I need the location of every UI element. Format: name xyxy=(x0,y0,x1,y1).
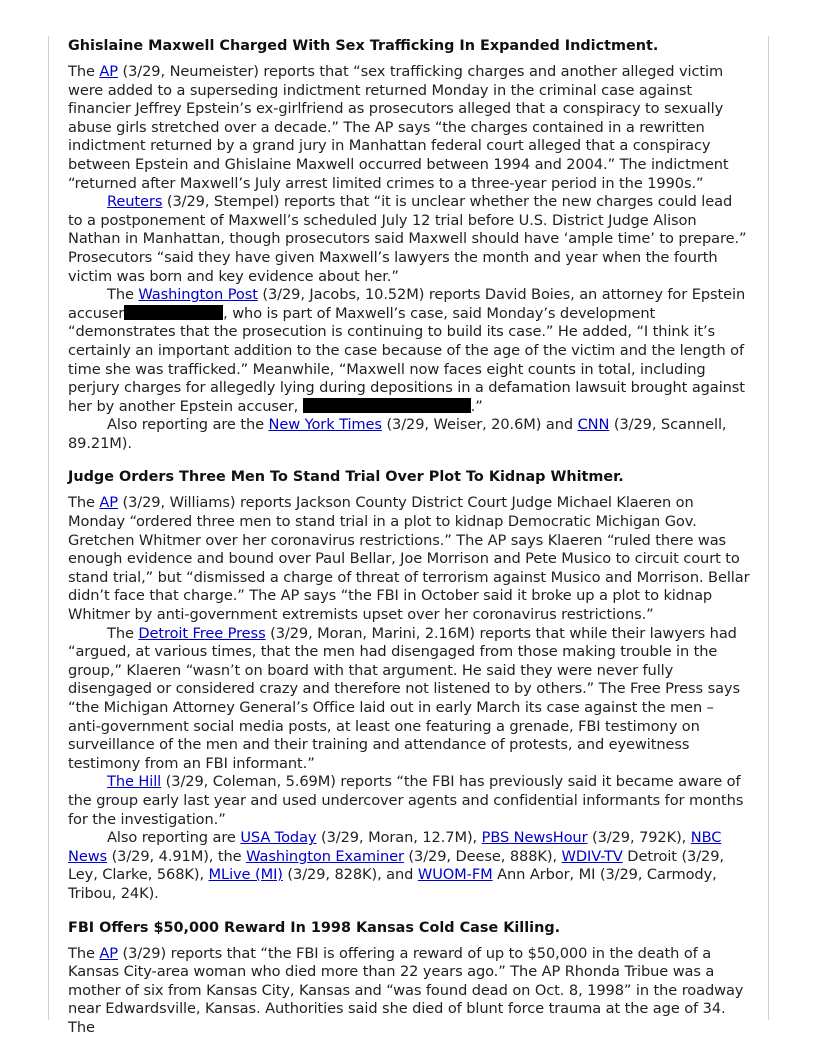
article-paragraph: Reuters (3/29, Stempel) reports that “it is unclear whether the new charges could lead to a postponement of Maxwell’s scheduled July 12 trial before U.S. District Judge Alison Nathan in Manhattan, though prosecutors said Maxwell should have ‘ample time’ to prepare.” Prosecutors “said they have given Maxwell’s lawyers the month and year when the fourth victim was born and key evidence about her.” xyxy=(68,193,747,285)
source-link-the-hill[interactable]: The Hill xyxy=(107,773,162,791)
source-link-new-york-times[interactable]: New York Times xyxy=(268,416,382,434)
redaction-bar xyxy=(124,305,223,320)
source-link-washington-examiner[interactable]: Washington Examiner xyxy=(246,847,404,865)
article-paragraph: The Washington Post (3/29, Jacobs, 10.52M) reports David Boies, an attorney for Epstein accuser , who is part of Maxwell’s case, said Monday’s development “demonstrates that the prosecution is continuing to build its case.” He added, “I think it’s certainly an important addition to the case because of the age of the victim and the length of time she was trafficked.” Meanwhile, “Maxwell now faces eight counts in total, including perjury charges for allegedly lying during depositions in a defamation lawsuit brought against her by another Epstein accuser, .” xyxy=(68,286,746,415)
article-headline: Ghislaine Maxwell Charged With Sex Trafficking In Expanded Indictment. xyxy=(68,38,659,54)
source-link-pbs-newshour[interactable]: PBS NewsHour xyxy=(481,829,588,847)
right-margin-rule xyxy=(768,36,769,1020)
source-link-wdiv-tv[interactable]: WDIV-TV xyxy=(561,847,623,865)
article-whitmer xyxy=(68,468,750,903)
source-link-cnn[interactable]: CNN xyxy=(577,416,610,434)
article-paragraph: The AP (3/29) reports that “the FBI is offering a reward of up to $50,000 in the death of a Kansas City-area woman who died more than 22 years ago.” The AP Rhonda Tribue was a mother of six from Kansas City, Kansas and “was found dead on Oct. 8, 1998” in the roadway near Edwardsville, Kansas. Authorities said she died of blunt force trauma at the age of 34. The xyxy=(68,944,744,1036)
article-headline: Judge Orders Three Men To Stand Trial Over Plot To Kidnap Whitmer. xyxy=(68,469,624,486)
source-link-mlive[interactable]: MLive (MI) xyxy=(208,866,283,884)
article-headline: FBI Offers $50,000 Reward In 1998 Kansas Cold Case Killing. xyxy=(68,919,561,936)
source-link-ap[interactable]: AP xyxy=(99,494,118,512)
source-link-nbc-news[interactable]: NBC News xyxy=(68,829,722,865)
article-maxwell xyxy=(68,37,750,453)
source-link-usa-today[interactable]: USA Today xyxy=(240,829,317,847)
redaction-bar xyxy=(303,398,471,413)
left-margin-rule xyxy=(48,36,49,1020)
article-paragraph: Also reporting are the New York Times (3/29, Weiser, 20.6M) and CNN (3/29, Scannell, 89.21M). xyxy=(68,416,727,452)
article-paragraph: The AP (3/29, Williams) reports Jackson County District Court Judge Michael Klaeren on Monday “ordered three men to stand trial in a plot to kidnap Democratic Michigan Gov. Gretchen Whitmer over her coronavirus restrictions.” The AP says Klaeren “ruled there was enough evidence and bound over Paul Bellar, Joe Morrison and Pete Musico to circuit court to stand trial,” but “dismissed a charge of threat of terrorism against Musico and Morrison. Bellar didn’t face that charge.” The AP says “the FBI in October said it broke up a plot to kidnap Whitmer by anti-government extremists upset over her coronavirus restrictions.” xyxy=(68,494,750,624)
article-paragraph: The AP (3/29, Neumeister) reports that “sex trafficking charges and another alleged victim were added to a superseding indictment returned Monday in the criminal case against financier Jeffrey Epstein’s ex-girlfriend as prosecutors alleged that a conspiracy to sexually abuse girls stretched over a decade.” The AP says “the charges contained in a rewritten indictment returned by a grand jury in Manhattan federal court alleged that a conspiracy between Epstein and Ghislaine Maxwell occurred between 1994 and 2004.” The indictment “returned after Maxwell’s July arrest limited crimes to a three-year period in the 1990s.” xyxy=(68,63,729,192)
source-link-washington-post[interactable]: Washington Post xyxy=(138,286,258,304)
article-kansas-cold-case xyxy=(68,919,750,1038)
source-link-wuom-fm[interactable]: WUOM-FM xyxy=(417,866,493,884)
source-link-ap[interactable]: AP xyxy=(99,63,118,80)
source-link-ap[interactable]: AP xyxy=(99,944,118,962)
article-paragraph: The Hill (3/29, Coleman, 5.69M) reports “the FBI has previously said it became aware of the group early last year and used undercover agents and confidential informants for months for the investigation.” xyxy=(68,773,744,828)
source-link-detroit-free-press[interactable]: Detroit Free Press xyxy=(138,624,266,642)
article-paragraph: The Detroit Free Press (3/29, Moran, Marini, 2.16M) reports that while their lawyers had “argued, at various times, that the men had disengaged from those making trouble in the group,” Klaeren “wasn’t on board with that argument. He said they were never fully disengaged or considered crazy and therefore not listened to by others.” The Free Press says “the Michigan Attorney General’s Office laid out in early March its case against the men – anti-government social media posts, at least one featuring a grenade, FBI testimony on surveillance of the men and their training and attendance of protests, and eyewitness testimony from an FBI informant.” xyxy=(68,624,740,772)
document-body xyxy=(68,37,750,1053)
source-link-reuters[interactable]: Reuters xyxy=(107,193,163,211)
article-paragraph: Also reporting are USA Today (3/29, Moran, 12.7M), PBS NewsHour (3/29, 792K), NBC News (3/29, 4.91M), the Washington Examiner (3/29, Deese, 888K), WDIV-TV Detroit (3/29, Ley, Clarke, 568K), MLive (MI) (3/29, 828K), and WUOM-FM Ann Arbor, MI (3/29, Carmody, Tribou, 24K). xyxy=(68,829,724,902)
